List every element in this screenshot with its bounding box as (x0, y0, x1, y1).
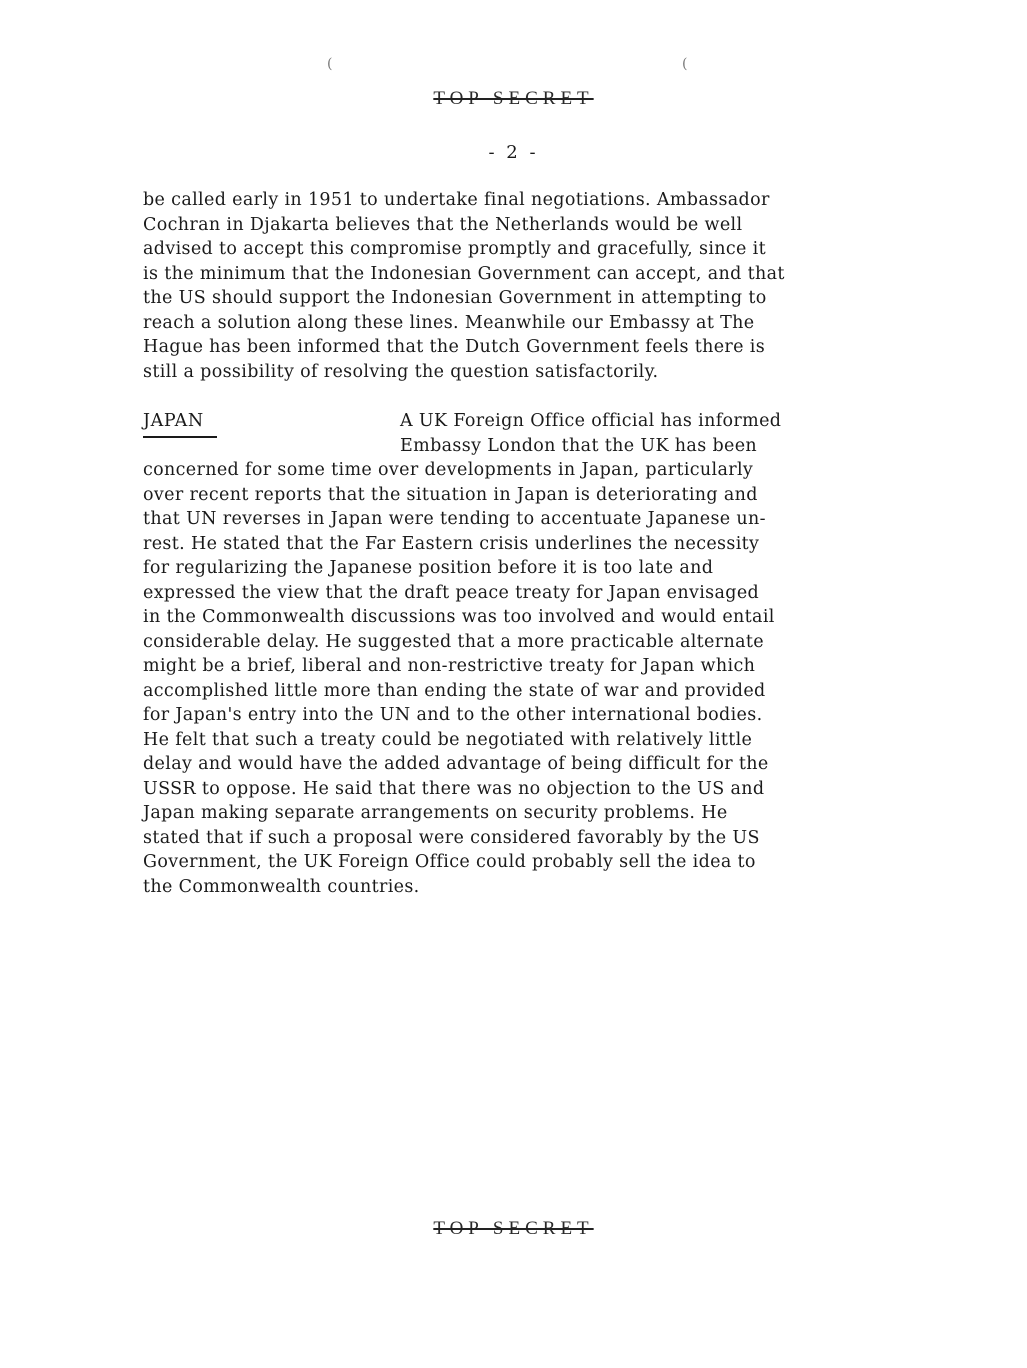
text-line: USSR to oppose. He said that there was no objection to the US and (143, 778, 765, 799)
text-line: reach a solution along these lines. Meanwhile our Embassy at The (143, 312, 755, 333)
text-line: rest. He stated that the Far Eastern crisis underlines the necessity (143, 533, 760, 554)
text-line: is the minimum that the Indonesian Government can accept, and that (143, 263, 785, 284)
paragraph-indonesia (143, 188, 893, 384)
text-line: A UK Foreign Office official has informed (400, 411, 782, 431)
text-line: the US should support the Indonesian Government in attempting to (143, 288, 767, 308)
text-line: Government, the UK Foreign Office could probably sell the idea to (143, 852, 756, 872)
text-line: delay and would have the added advantage of being difficult for the (143, 754, 769, 774)
text-line: advised to accept this compromise promptly and gracefully, since it (143, 239, 766, 259)
classification-marking: TOP SECRET (433, 88, 594, 109)
classification-header (0, 88, 1027, 110)
text-line: Hague has been informed that the Dutch Government feels there is (143, 337, 766, 357)
text-line: considerable delay. He suggested that a more practicable alternate (143, 631, 764, 652)
text-line: in the Commonwealth discussions was too involved and would entail (143, 607, 775, 627)
text-line: accomplished little more than ending the state of war and provided (143, 680, 766, 701)
classification-footer (0, 1218, 1027, 1240)
text-line: expressed the view that the draft peace treaty for Japan envisaged (143, 582, 760, 603)
margin-mark: ( (327, 56, 333, 72)
text-line: Japan making separate arrangements on security problems. He (143, 803, 728, 823)
text-line: for Japan's entry into the UN and to the other international bodies. (143, 705, 763, 725)
text-line: stated that if such a proposal were considered favorably by the US (143, 827, 760, 848)
text-line: still a possibility of resolving the question satisfactorily. (143, 361, 659, 382)
margin-mark: ( (682, 56, 688, 72)
section-heading-text: JAPAN (143, 411, 204, 431)
text-line: over recent reports that the situation in Japan is deteriorating and (143, 484, 758, 505)
text-line: the Commonwealth countries. (143, 876, 420, 897)
text-line: Cochran in Djakarta believes that the Netherlands would be well (143, 214, 743, 235)
text-line: might be a brief, liberal and non-restrictive treaty for Japan which (143, 656, 756, 676)
paragraph-japan (143, 409, 893, 899)
text-line: for regularizing the Japanese position before it is too late and (143, 558, 714, 578)
text-line: be called early in 1951 to undertake final negotiations. Ambassador (143, 190, 770, 210)
text-line: He felt that such a treaty could be negotiated with relatively little (143, 729, 753, 750)
page-number: - 2 - (488, 142, 539, 163)
classification-marking: TOP SECRET (433, 1218, 594, 1239)
text-line: Embassy London that the UK has been (400, 435, 758, 456)
text-line: that UN reverses in Japan were tending to accentuate Japanese un- (143, 509, 766, 529)
text-line: concerned for some time over developments in Japan, particularly (143, 460, 754, 480)
